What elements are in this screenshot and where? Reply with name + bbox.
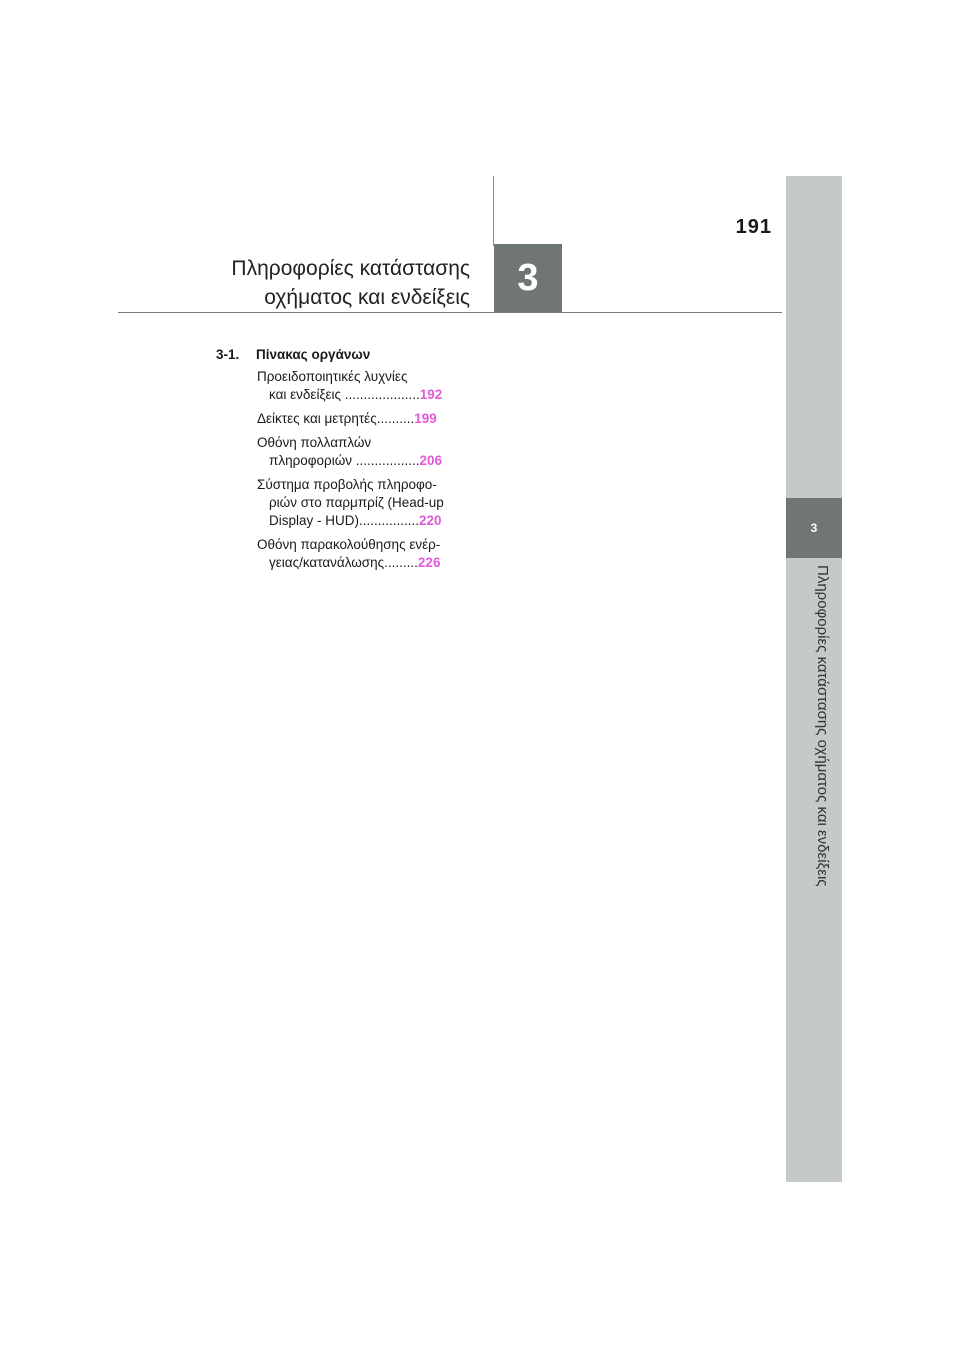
side-tab-label: Πληροφορίες κατάστασης οχήματος και ενδείξεις [814,565,831,887]
toc-entry-text: Display - HUD)................220 [269,513,442,528]
section-number: 3-1. [216,347,240,362]
section-title: Πίνακας οργάνων [256,347,371,362]
toc-entry-text: πληροφοριών .................206 [269,453,443,468]
toc-page-link[interactable]: 199 [414,411,437,426]
page-number: 191 [735,216,772,238]
section-heading [216,346,468,364]
toc-page-link[interactable]: 192 [419,387,443,402]
toc-entry-text: γειας/κατανάλωσης.........226 [269,555,441,570]
toc-entry[interactable] [216,536,468,572]
toc-entry-text: και ενδείξεις ....................192 [269,387,443,402]
toc-entry[interactable] [216,434,468,470]
chapter-title [231,254,470,312]
toc-entry-text: Οθόνη παρακολούθησης ενέρ- [257,537,441,552]
table-of-contents [216,346,468,578]
toc-entry-text: Οθόνη πολλαπλών [257,435,372,450]
toc-page-link[interactable]: 220 [419,513,442,528]
toc-entry-text: ριών στο παρμπρίζ (Head-up [269,495,444,510]
toc-page-link[interactable]: 226 [417,555,441,570]
side-tab-active[interactable]: 3 [786,498,842,558]
header-rule [118,312,782,313]
chapter-number-box: 3 [494,244,562,312]
toc-entry[interactable] [216,476,468,530]
header-divider-vertical [493,176,494,246]
toc-entry[interactable] [216,368,468,404]
toc-entry-text: Προειδοποιητικές λυχνίες [257,369,408,384]
chapter-title-line2: οχήματος και ενδείξεις [264,286,470,309]
toc-entry[interactable] [216,410,468,428]
toc-entry-text: Σύστημα προβολής πληροφο- [257,477,437,492]
toc-entry-text: Δείκτες και μετρητές..........199 [257,411,437,426]
chapter-title-line1: Πληροφορίες κατάστασης [231,257,470,280]
toc-page-link[interactable]: 206 [419,453,443,468]
